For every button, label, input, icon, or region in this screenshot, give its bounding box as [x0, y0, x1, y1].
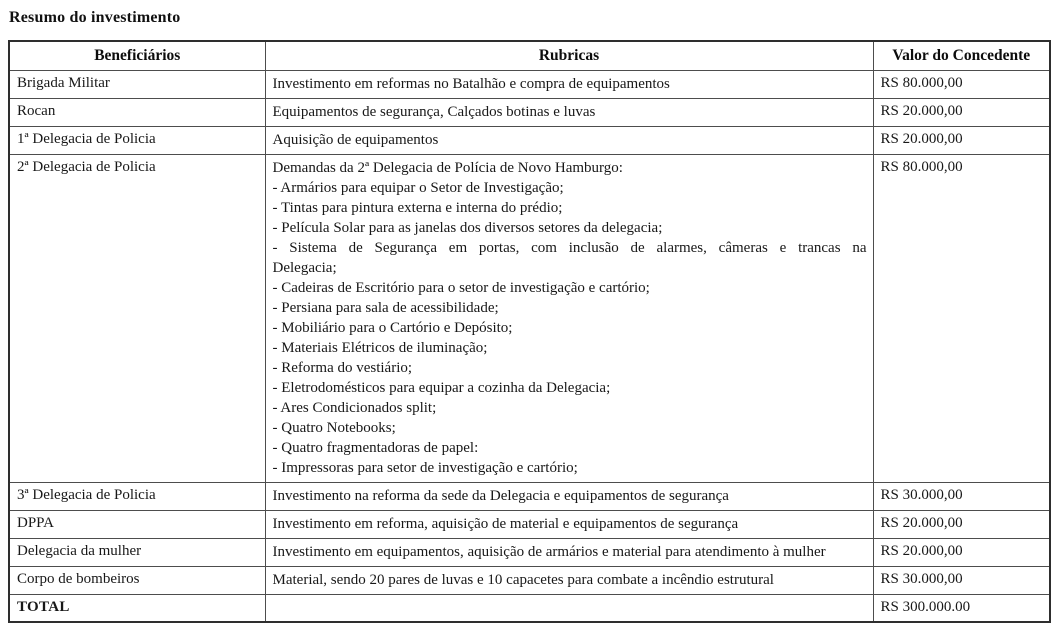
rubricas-cell	[265, 99, 873, 127]
rubricas-cell	[265, 539, 873, 567]
value-cell: RS 80.000,00	[873, 71, 1050, 99]
rubricas-cell	[265, 71, 873, 99]
rubrica-line: - Persiana para sala de acessibilidade;	[272, 300, 499, 316]
rubrica-line: - Mobiliário para o Cartório e Depósito;	[272, 320, 513, 336]
beneficiary-cell: 2ª Delegacia de Policia	[9, 155, 265, 483]
beneficiary-cell: Rocan	[9, 99, 265, 127]
table-row	[9, 539, 1050, 567]
total-value: RS 300.000.00	[873, 595, 1050, 623]
rubricas-cell	[265, 511, 873, 539]
header-row	[9, 41, 1050, 71]
rubrica-line: - Reforma do vestiário;	[272, 360, 413, 376]
column-header-beneficiarios: Beneficiários	[9, 41, 265, 71]
rubrica-line: - Armários para equipar o Setor de Investigação;	[272, 180, 564, 196]
value-cell: RS 30.000,00	[873, 483, 1050, 511]
total-label: TOTAL	[9, 595, 265, 623]
rubricas-cell	[265, 127, 873, 155]
value-cell: RS 20.000,00	[873, 511, 1050, 539]
rubrica-line: - Impressoras para setor de investigação e cartório;	[272, 460, 578, 476]
rubrica-line: Investimento em reformas no Batalhão e compra de equipamentos	[272, 76, 670, 92]
value-cell: RS 20.000,00	[873, 539, 1050, 567]
investment-summary-table	[8, 40, 1051, 623]
rubrica-line: Demandas da 2ª Delegacia de Polícia de Novo Hamburgo:	[272, 160, 623, 176]
rubrica-line: Aquisição de equipamentos	[272, 132, 439, 148]
rubricas-cell	[265, 567, 873, 595]
rubrica-line: Investimento na reforma da sede da Delegacia e equipamentos de segurança	[272, 488, 729, 504]
rubrica-line: Delegacia;	[272, 260, 337, 276]
rubrica-line: - Quatro fragmentadoras de papel:	[272, 440, 479, 456]
beneficiary-cell: Corpo de bombeiros	[9, 567, 265, 595]
rubrica-line: - Quatro Notebooks;	[272, 420, 396, 436]
beneficiary-cell: 3ª Delegacia de Policia	[9, 483, 265, 511]
beneficiary-cell: Brigada Militar	[9, 71, 265, 99]
table-body	[9, 71, 1050, 595]
rubrica-line: - Materiais Elétricos de iluminação;	[272, 340, 488, 356]
rubrica-line: Equipamentos de segurança, Calçados botinas e luvas	[272, 104, 596, 120]
total-row	[9, 595, 1050, 623]
rubrica-line: Investimento em equipamentos, aquisição de armários e material para atendimento à mulher	[272, 544, 826, 560]
rubrica-line: - Sistema de Segurança em portas, com inclusão de alarmes, câmeras e trancas na	[272, 240, 867, 256]
beneficiary-cell: 1ª Delegacia de Policia	[9, 127, 265, 155]
rubrica-line: - Cadeiras de Escritório para o setor de investigação e cartório;	[272, 280, 650, 296]
value-cell: RS 80.000,00	[873, 155, 1050, 483]
value-cell: RS 20.000,00	[873, 99, 1050, 127]
total-rubricas-empty	[265, 595, 873, 623]
table-row	[9, 99, 1050, 127]
table-row	[9, 127, 1050, 155]
column-header-valor-do-concedente: Valor do Concedente	[873, 41, 1050, 71]
beneficiary-cell: Delegacia da mulher	[9, 539, 265, 567]
rubrica-line: - Película Solar para as janelas dos diversos setores da delegacia;	[272, 220, 663, 236]
rubrica-line: Investimento em reforma, aquisição de material e equipamentos de segurança	[272, 516, 739, 532]
value-cell: RS 20.000,00	[873, 127, 1050, 155]
page-title: Resumo do investimento	[9, 9, 181, 26]
table-row	[9, 71, 1050, 99]
rubrica-line: Material, sendo 20 pares de luvas e 10 capacetes para combate a incêndio estrutural	[272, 572, 774, 588]
rubrica-line: - Eletrodomésticos para equipar a cozinha da Delegacia;	[272, 380, 611, 396]
rubricas-cell	[265, 155, 873, 483]
rubrica-line: - Tintas para pintura externa e interna do prédio;	[272, 200, 563, 216]
table-row	[9, 567, 1050, 595]
value-cell: RS 30.000,00	[873, 567, 1050, 595]
beneficiary-cell: DPPA	[9, 511, 265, 539]
rubrica-line: - Ares Condicionados split;	[272, 400, 437, 416]
table-row	[9, 483, 1050, 511]
table-row	[9, 155, 1050, 483]
table-row	[9, 511, 1050, 539]
rubricas-cell	[265, 483, 873, 511]
column-header-rubricas: Rubricas	[265, 41, 873, 71]
